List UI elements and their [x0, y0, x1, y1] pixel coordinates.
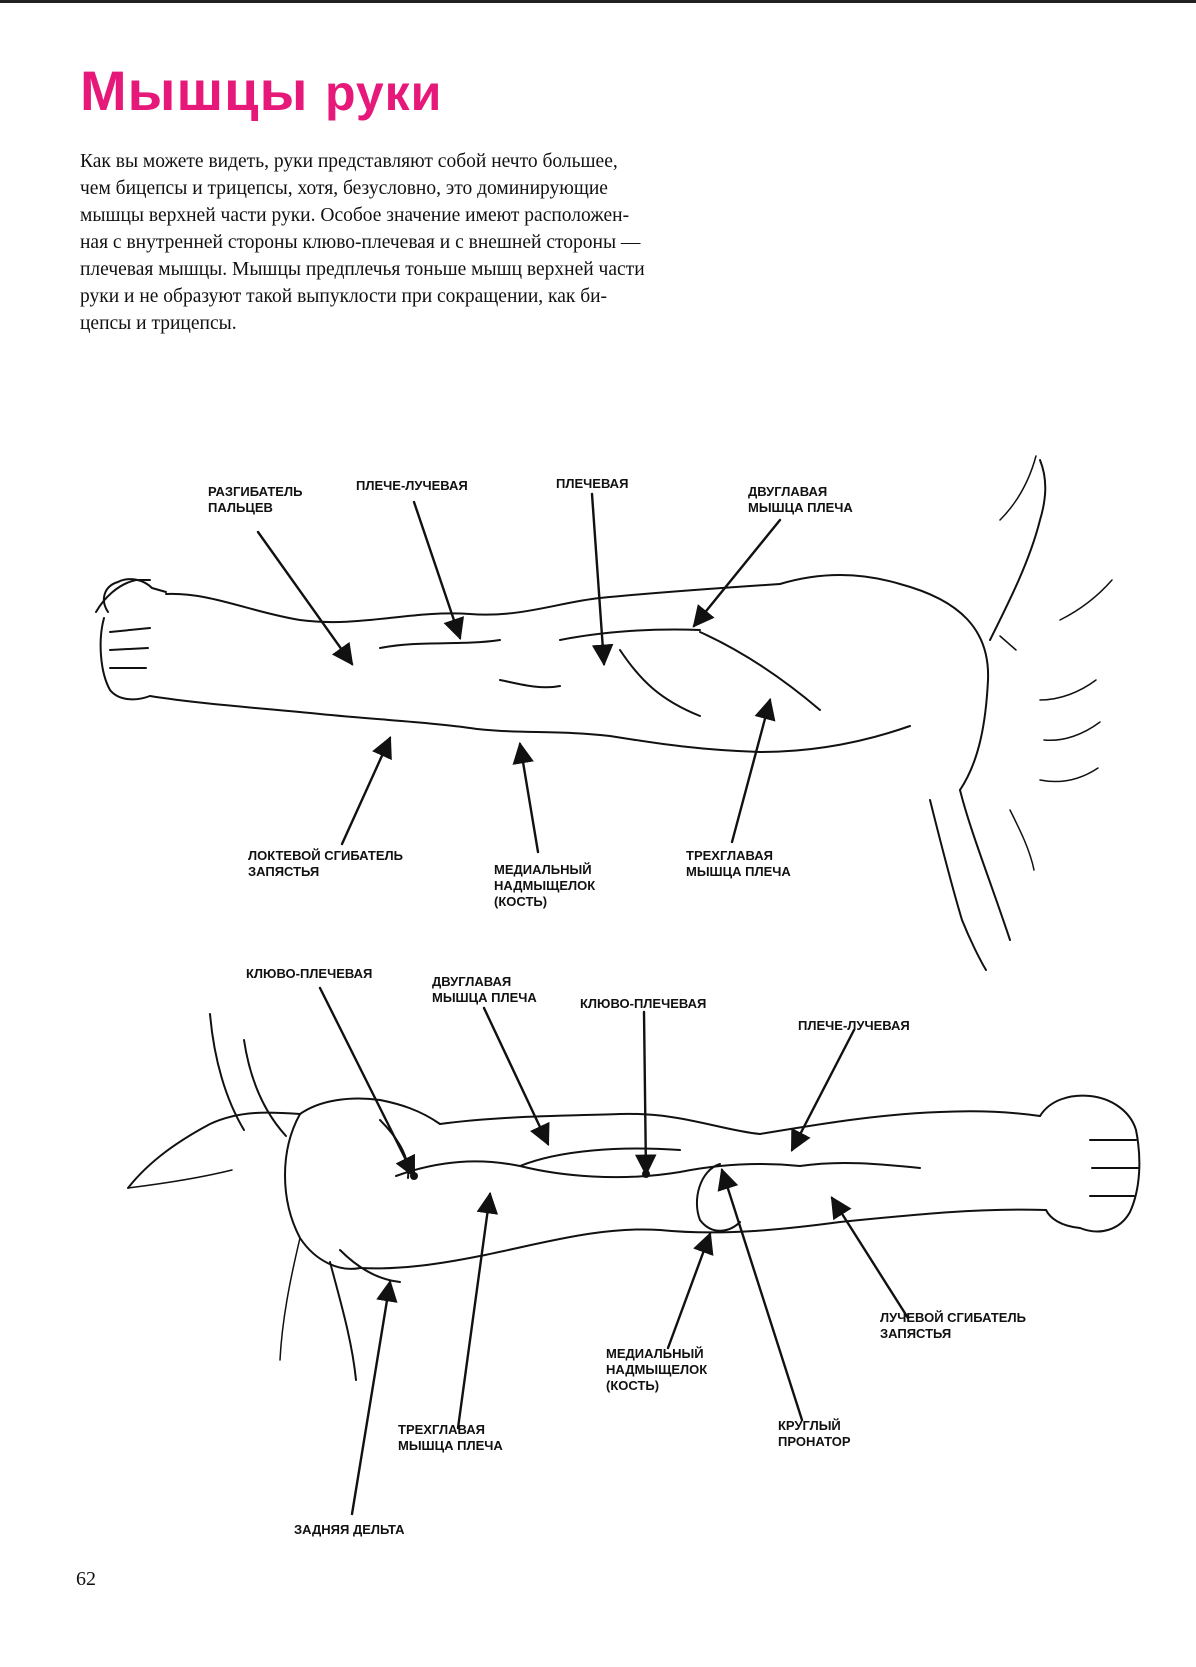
label-biceps-2: ДВУГЛАВАЯ МЫШЦА ПЛЕЧА [432, 974, 537, 1005]
page-number: 62 [76, 1568, 96, 1590]
label-medial-epicondyle: МЕДИАЛЬНЫЙ НАДМЫЩЕЛОК (КОСТЬ) [494, 862, 596, 909]
label-brachioradialis-2: ПЛЕЧЕ-ЛУЧЕВАЯ [798, 1018, 910, 1033]
label-biceps: ДВУГЛАВАЯ МЫШЦА ПЛЕЧА [748, 484, 853, 515]
label-brachialis: ПЛЕЧЕВАЯ [556, 476, 629, 491]
label-triceps-2: ТРЕХГЛАВАЯ МЫШЦА ПЛЕЧА [398, 1422, 503, 1453]
label-extensor-digitorum: РАЗГИБАТЕЛЬ ПАЛЬЦЕВ [208, 484, 303, 515]
figure-1-arrows [258, 494, 780, 852]
intro-line: цепсы и трицепсы. [80, 313, 237, 334]
label-pronator-teres: КРУГЛЫЙ ПРОНАТОР [778, 1418, 851, 1449]
intro-line: плечевая мышцы. Мышцы предплечья тоньше мышц верхней части [80, 259, 645, 280]
pin-dot [410, 1172, 418, 1180]
intro-line: руки и не образуют такой выпуклости при сокращении, как би- [80, 286, 608, 307]
pin-dot [642, 1170, 650, 1178]
label-brachioradialis: ПЛЕЧЕ-ЛУЧЕВАЯ [356, 478, 468, 493]
label-rear-deltoid: ЗАДНЯЯ ДЕЛЬТА [294, 1522, 405, 1537]
intro-line: Как вы можете видеть, руки представляют собой нечто большее, [80, 151, 618, 172]
figure-1-arm-outline [96, 456, 1112, 970]
label-coracobrachialis-left: КЛЮВО-ПЛЕЧЕВАЯ [246, 966, 373, 981]
label-triceps: ТРЕХГЛАВАЯ МЫШЦА ПЛЕЧА [686, 848, 791, 879]
label-medial-epicondyle-2: МЕДИАЛЬНЫЙ НАДМЫЩЕЛОК (КОСТЬ) [606, 1346, 708, 1393]
intro-line: мышцы верхней части руки. Особое значение имеют расположен- [80, 205, 630, 226]
label-coracobrachialis-right: КЛЮВО-ПЛЕЧЕВАЯ [580, 996, 707, 1011]
intro-line: чем бицепсы и трицепсы, хотя, безусловно, это доминирующие [80, 178, 608, 199]
title-word-1: Мышцы [80, 59, 309, 122]
title-word-2: руки [324, 65, 443, 121]
intro-line: ная с внутренней стороны клюво-плечевая и с внешней стороны — [80, 232, 641, 253]
label-flexor-carpi-radialis: ЛУЧЕВОЙ СГИБАТЕЛЬ ЗАПЯСТЬЯ [880, 1310, 1026, 1341]
label-flexor-carpi-ulnaris: ЛОКТЕВОЙ СГИБАТЕЛЬ ЗАПЯСТЬЯ [248, 848, 404, 879]
